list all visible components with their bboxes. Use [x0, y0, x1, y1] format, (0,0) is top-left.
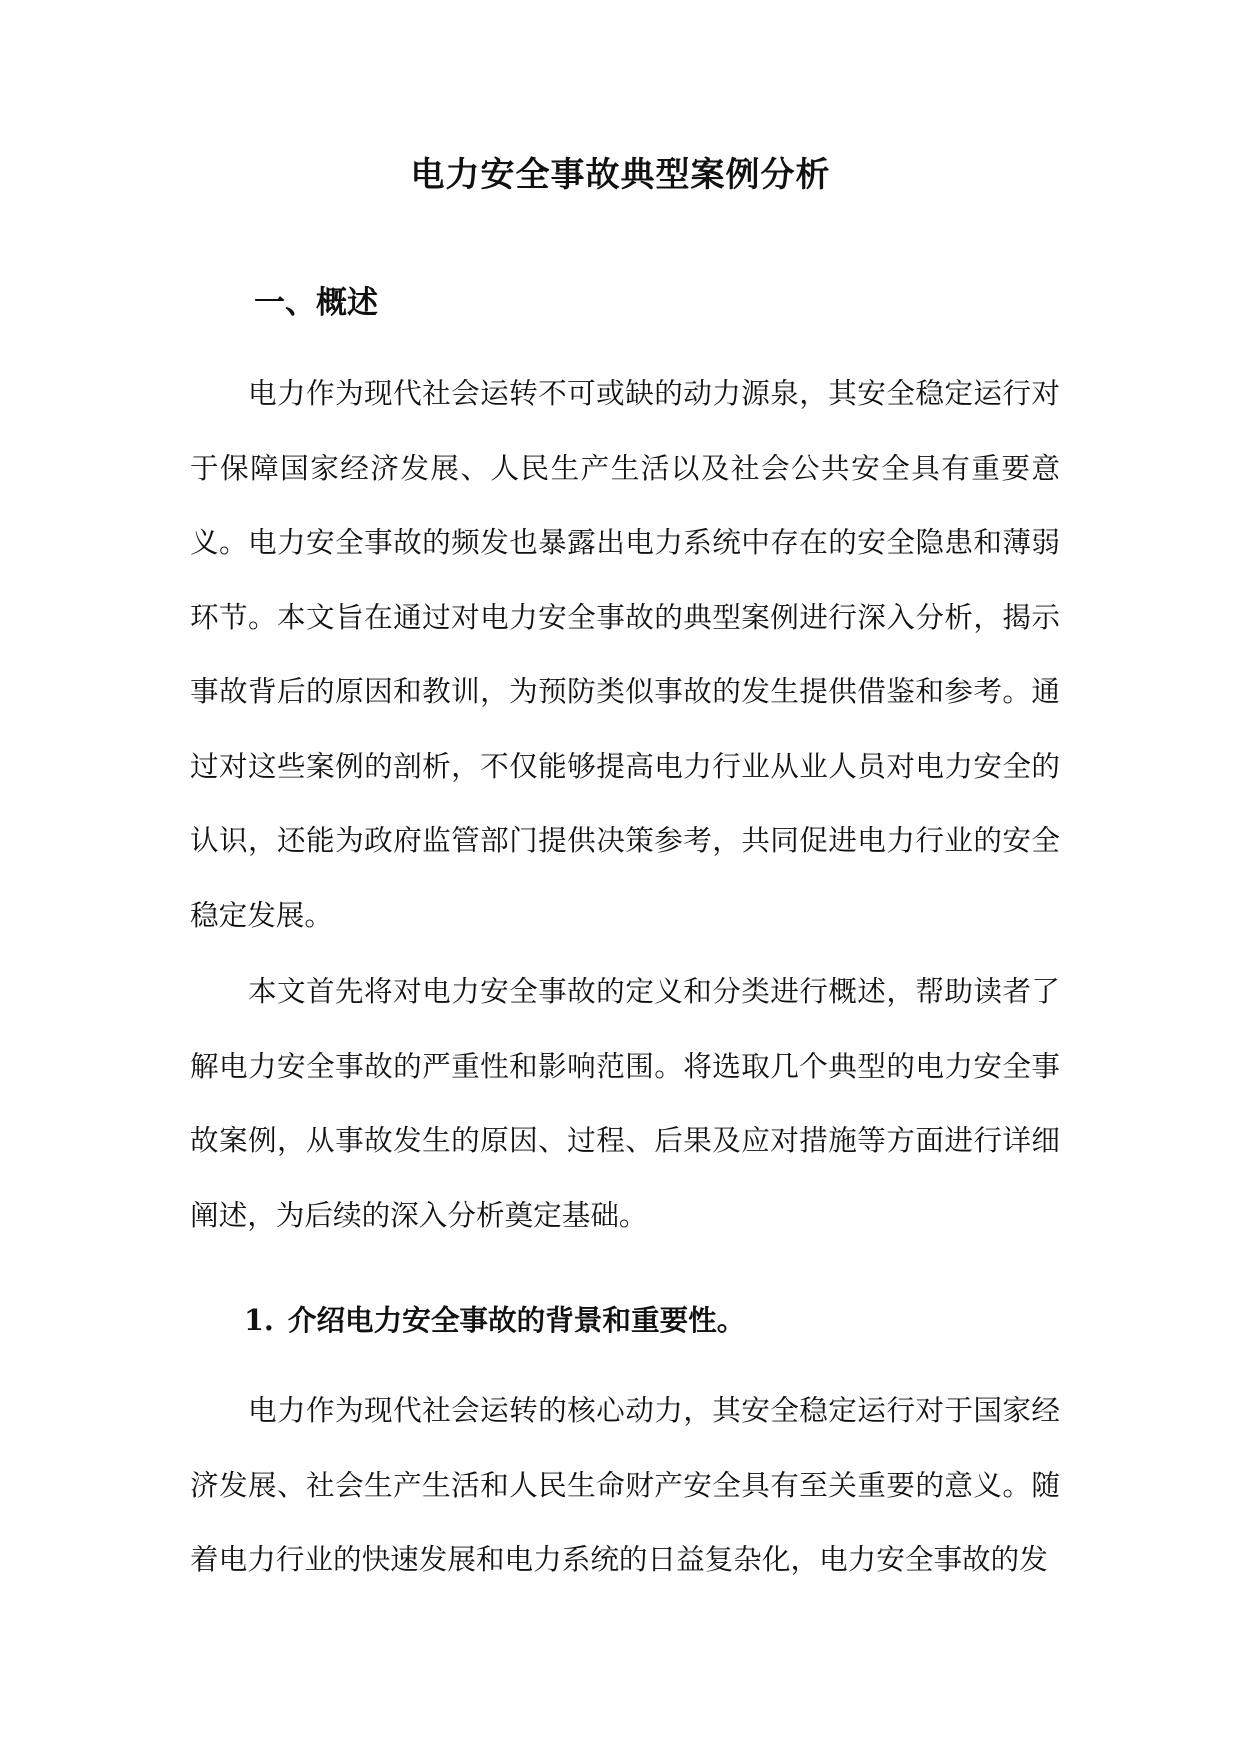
subsection-number: 1.: [244, 1303, 274, 1337]
paragraph-overview-2: 本文首先将对电力安全事故的定义和分类进行概述，帮助读者了解电力安全事故的严重性和影响范围。将选取几个典型的电力安全事故案例，从事故发生的原因、过程、后果及应对措施等方面进行详细阐述，为后续的深入分析奠定基础。: [190, 974, 1060, 1232]
page-title: 电力安全事故典型案例分析: [410, 155, 831, 195]
section-heading-overview: 一、概述: [254, 285, 378, 321]
subsection-heading-background: [244, 1295, 745, 1345]
paragraph-overview-1: 电力作为现代社会运转不可或缺的动力源泉，其安全稳定运行对于保障国家经济发展、人民生产生活以及社会公共安全具有重要意义。电力安全事故的频发也暴露出电力系统中存在的安全隐患和薄弱环节。本文旨在通过对电力安全事故的典型案例进行深入分析，揭示事故背后的原因和教训，为预防类似事故的发生提供借鉴和参考。通过对这些案例的剖析，不仅能够提高电力行业从业人员对电力安全的认识，还能为政府监管部门提供决策参考，共同促进电力行业的安全稳定发展。: [190, 376, 1060, 932]
subsection-heading-text: 介绍电力安全事故的背景和重要性。: [287, 1303, 746, 1337]
paragraph-background-1: 电力作为现代社会运转的核心动力，其安全稳定运行对于国家经济发展、社会生产生活和人民生命财产安全具有至关重要的意义。随着电力行业的快速发展和电力系统的日益复杂化，电力安全事故的发: [190, 1393, 1060, 1576]
